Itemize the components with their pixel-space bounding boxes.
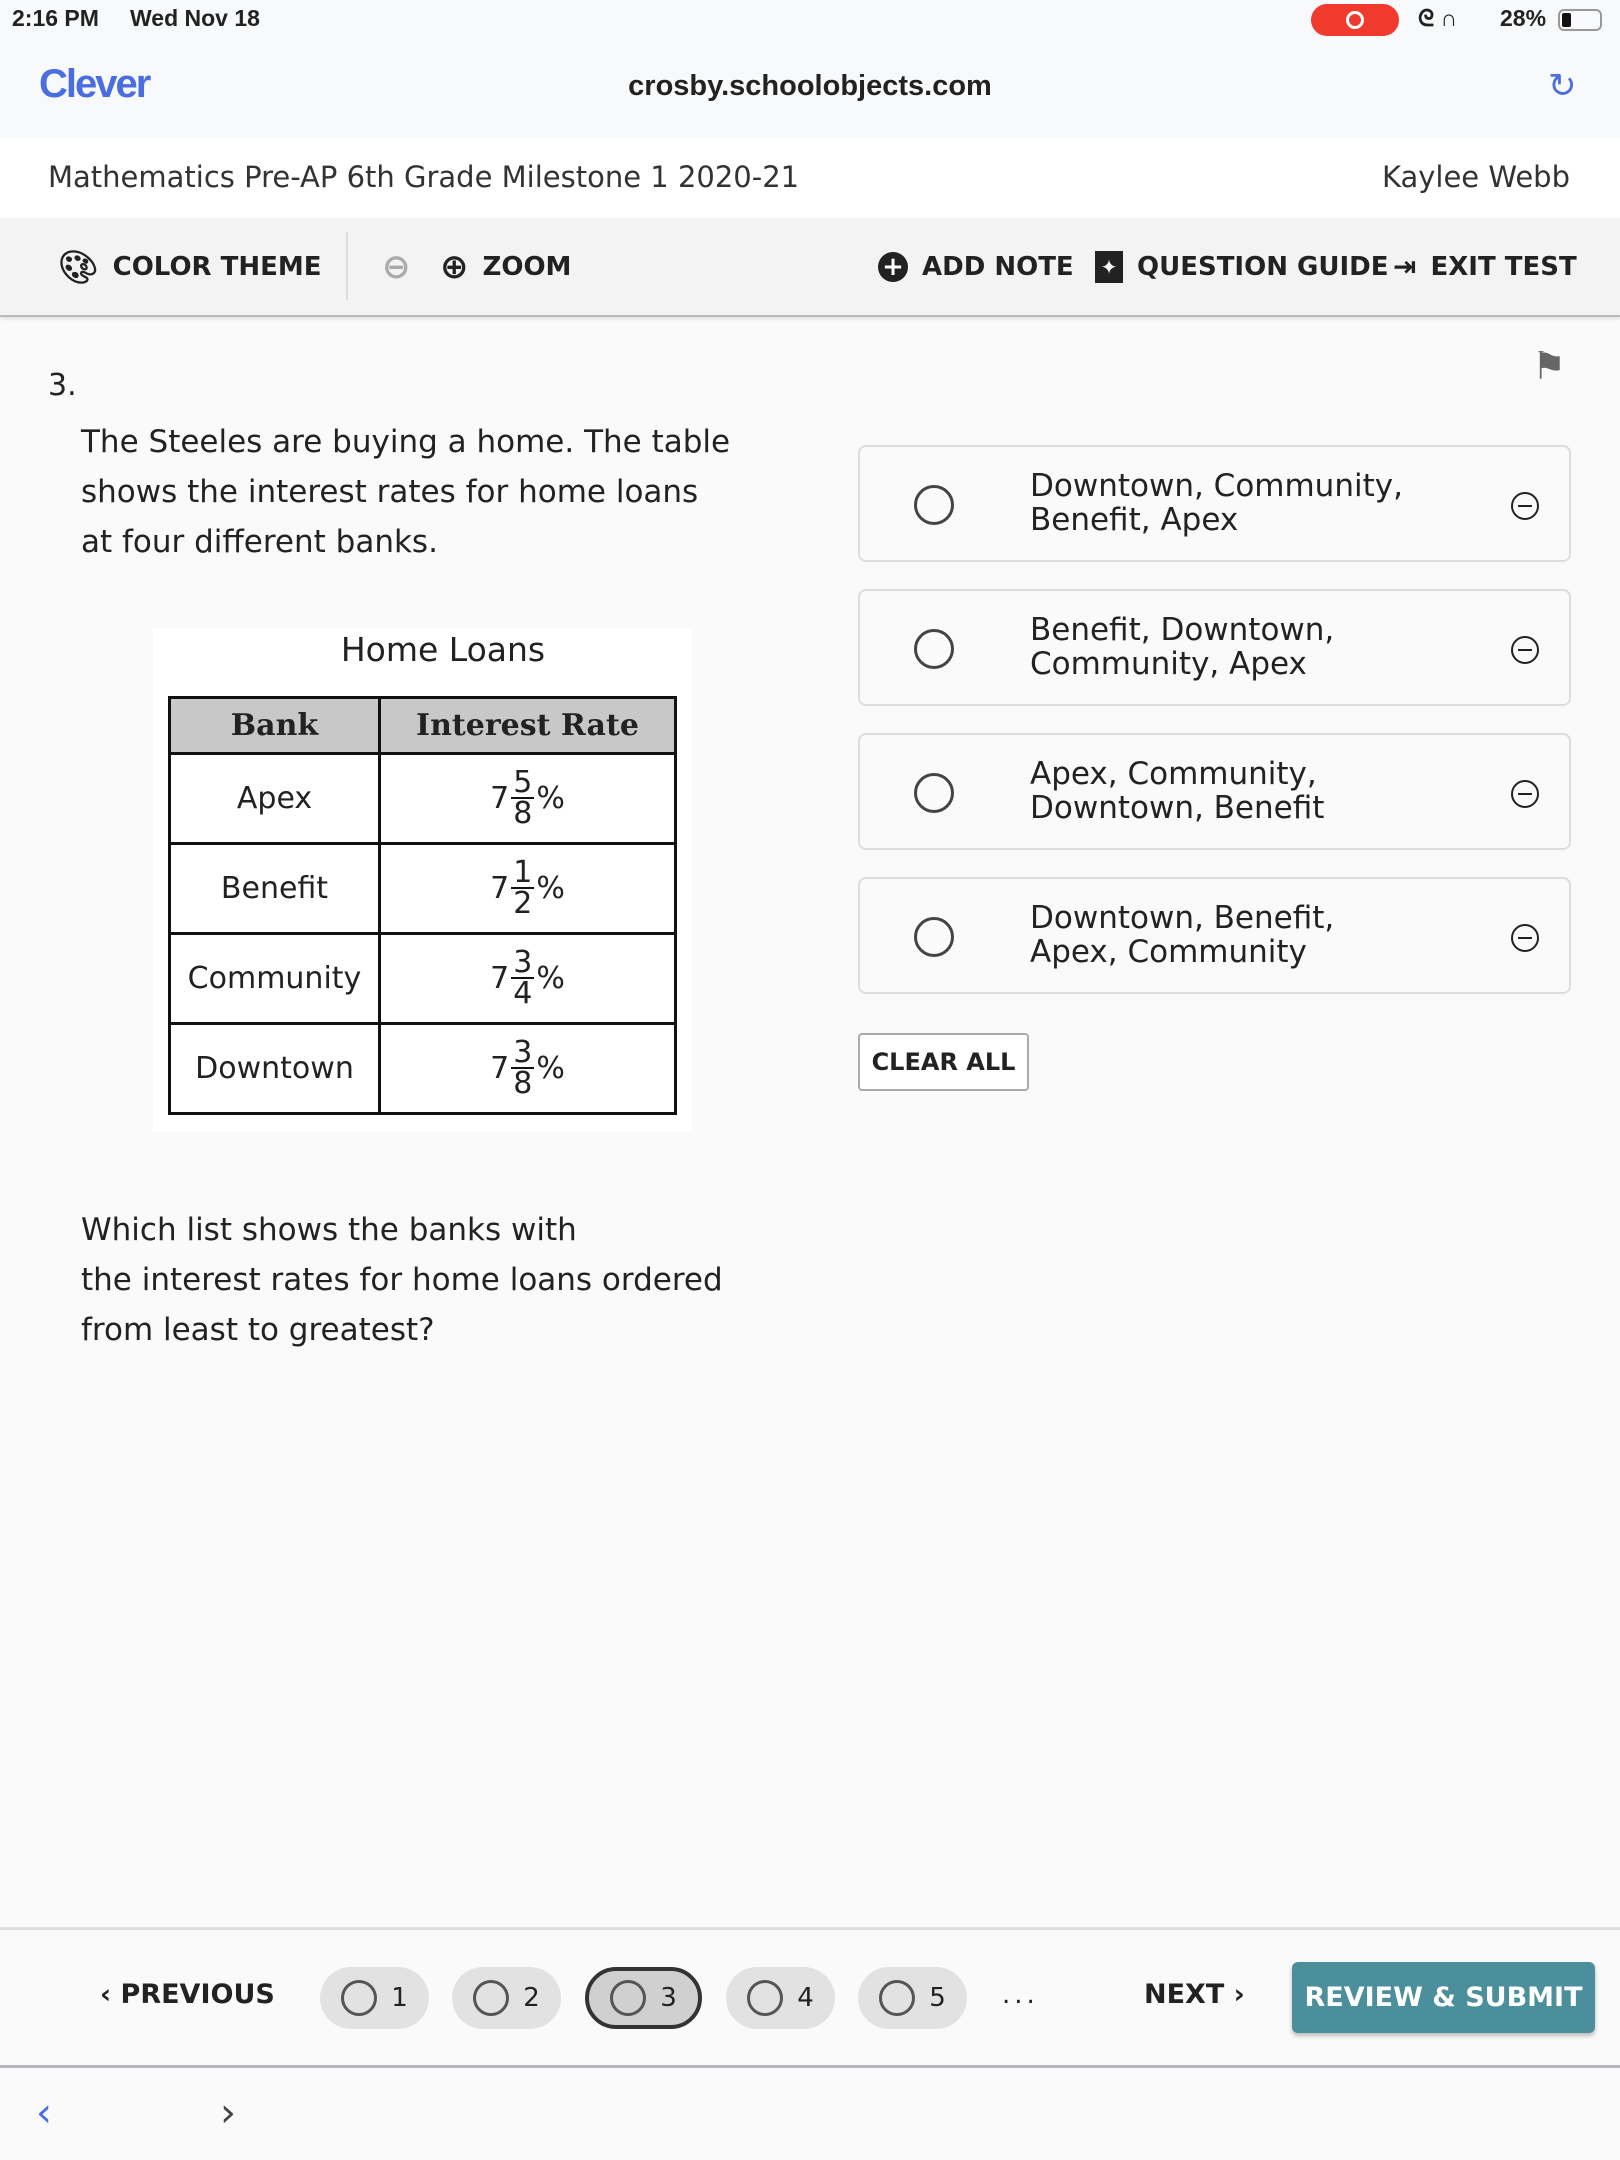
header-rate: Interest Rate bbox=[380, 698, 676, 754]
flag-icon[interactable]: ⚑ bbox=[1532, 344, 1567, 388]
home-loans-table bbox=[168, 696, 677, 1115]
next-button[interactable]: NEXT › bbox=[1144, 1979, 1245, 2010]
answer-option-c[interactable] bbox=[858, 733, 1571, 850]
clear-all-button[interactable]: CLEAR ALL bbox=[858, 1033, 1029, 1091]
rate-cell: 7 5 8 % bbox=[380, 754, 676, 844]
zoom-out-icon[interactable]: ⊖ bbox=[382, 246, 411, 287]
more-pages[interactable]: ... bbox=[1002, 1980, 1039, 2010]
table-row bbox=[170, 754, 676, 844]
answer-option-d[interactable] bbox=[858, 877, 1571, 994]
color-theme-button[interactable]: 🎨︎ COLOR THEME bbox=[58, 247, 322, 286]
browser-back-icon[interactable]: ‹ bbox=[36, 2090, 52, 2136]
test-header bbox=[0, 138, 1620, 218]
reload-icon[interactable]: ↻ bbox=[1548, 66, 1577, 106]
date: Wed Nov 18 bbox=[130, 5, 260, 31]
bank-cell: Benefit bbox=[170, 844, 380, 934]
battery-icon bbox=[1558, 9, 1602, 31]
page-button-5[interactable]: 5 bbox=[858, 1967, 967, 2029]
palette-icon: 🎨︎ bbox=[58, 247, 99, 286]
radio-button[interactable] bbox=[914, 485, 954, 525]
table-row bbox=[170, 934, 676, 1024]
answer-label: Benefit, Downtown, Community, Apex bbox=[1030, 612, 1335, 682]
test-title: Mathematics Pre-AP 6th Grade Milestone 1 2020-21 bbox=[48, 160, 800, 194]
divider bbox=[346, 232, 348, 300]
bank-cell: Apex bbox=[170, 754, 380, 844]
question-intro bbox=[81, 417, 730, 567]
answer-option-b[interactable] bbox=[858, 589, 1571, 706]
screen-record-icon bbox=[1311, 4, 1399, 36]
question-guide-button[interactable]: ✦ QUESTION GUIDE bbox=[1095, 218, 1389, 315]
toolbar bbox=[0, 218, 1620, 317]
add-note-button[interactable]: + ADD NOTE bbox=[878, 218, 1074, 315]
browser-forward-icon[interactable]: › bbox=[220, 2090, 236, 2136]
page-button-4[interactable]: 4 bbox=[726, 1967, 835, 2029]
review-submit-button[interactable]: REVIEW & SUBMIT bbox=[1292, 1962, 1595, 2033]
browser-bar bbox=[0, 40, 1620, 138]
chevron-right-icon: › bbox=[1224, 1979, 1245, 2010]
eliminate-icon[interactable] bbox=[1511, 924, 1539, 952]
answer-label: Apex, Community, Downtown, Benefit bbox=[1030, 756, 1325, 826]
zoom-in-button[interactable]: ⊕ ZOOM bbox=[440, 246, 572, 287]
text-line: the interest rates for home loans ordered bbox=[81, 1262, 723, 1298]
exit-icon: ⇥ bbox=[1393, 250, 1417, 283]
bank-cell: Downtown bbox=[170, 1024, 380, 1114]
time: 2:16 PM bbox=[12, 5, 99, 31]
divider bbox=[0, 1927, 1620, 1930]
answer-label: Downtown, Benefit, Apex, Community bbox=[1030, 900, 1335, 970]
radio-button[interactable] bbox=[914, 629, 954, 669]
radio-button[interactable] bbox=[914, 917, 954, 957]
text-line: Which list shows the banks with bbox=[81, 1212, 577, 1248]
text-line: at four different banks. bbox=[81, 524, 438, 560]
status-bar bbox=[0, 0, 1620, 40]
page-button-1[interactable]: 1 bbox=[320, 1967, 429, 2029]
rate-cell: 7 3 8 % bbox=[380, 1024, 676, 1114]
question-prompt bbox=[81, 1205, 723, 1355]
url[interactable]: crosby.schoolobjects.com bbox=[628, 70, 992, 102]
zoom-in-icon: ⊕ bbox=[440, 246, 469, 287]
headphones-icon: ᘓ ∩ bbox=[1418, 5, 1458, 31]
answer-option-a[interactable] bbox=[858, 445, 1571, 562]
previous-button[interactable]: ‹ PREVIOUS bbox=[100, 1979, 275, 2010]
rate-cell: 7 1 2 % bbox=[380, 844, 676, 934]
user-name: Kaylee Webb bbox=[1381, 160, 1570, 194]
clever-logo[interactable]: Clever bbox=[39, 62, 150, 106]
header-bank: Bank bbox=[170, 698, 380, 754]
page-button-3-current[interactable]: 3 bbox=[585, 1967, 702, 2029]
page-button-2[interactable]: 2 bbox=[452, 1967, 561, 2029]
answer-label: Downtown, Community, Benefit, Apex bbox=[1030, 468, 1403, 538]
question-number: 3. bbox=[48, 368, 77, 403]
rate-cell: 7 3 4 % bbox=[380, 934, 676, 1024]
divider bbox=[0, 2065, 1620, 2068]
table-title: Home Loans bbox=[340, 630, 546, 669]
radio-button[interactable] bbox=[914, 773, 954, 813]
text-line: shows the interest rates for home loans bbox=[81, 474, 699, 510]
guide-icon: ✦ bbox=[1095, 251, 1123, 283]
exit-test-button[interactable]: ⇥ EXIT TEST bbox=[1393, 250, 1577, 283]
chevron-left-icon: ‹ bbox=[100, 1979, 121, 2010]
table-row bbox=[170, 844, 676, 934]
eliminate-icon[interactable] bbox=[1511, 636, 1539, 664]
eliminate-icon[interactable] bbox=[1511, 780, 1539, 808]
battery-percent: 28% bbox=[1500, 5, 1547, 31]
text-line: The Steeles are buying a home. The table bbox=[81, 424, 731, 460]
plus-circle-icon: + bbox=[878, 252, 908, 282]
eliminate-icon[interactable] bbox=[1511, 492, 1539, 520]
table-row bbox=[170, 1024, 676, 1114]
text-line: from least to greatest? bbox=[81, 1312, 435, 1348]
bank-cell: Community bbox=[170, 934, 380, 1024]
